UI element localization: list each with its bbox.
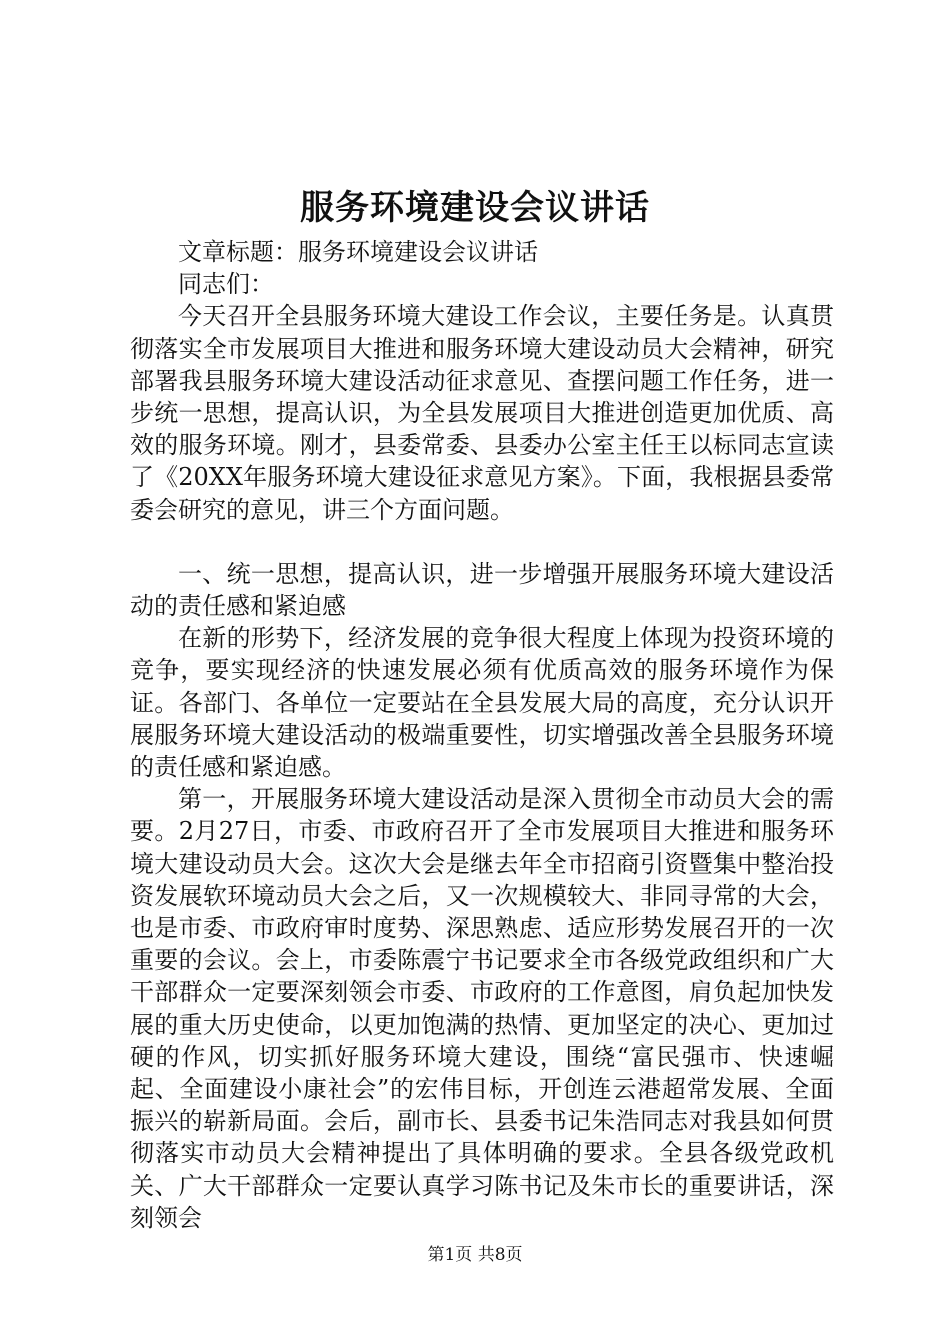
document-body (130, 236, 834, 1234)
section-1-paragraph: 在新的形势下，经济发展的竞争很大程度上体现为投资环境的竞争，要实现经济的快速发展必须有优质高效的服务环境作为保证。各部门、各单位一定要站在全县发展大局的高度，充分认识开展服务环境大建设活动的极端重要性，切实增强改善全县服务环境的责任感和紧迫感。 (130, 624, 834, 782)
page-number: 第1页 共8页 (427, 1245, 523, 1265)
section-heading-1: 一、统一思想，提高认识，进一步增强开展服务环境大建设活动的责任感和紧迫感 (130, 559, 834, 621)
point-1-paragraph: 第一，开展服务环境大建设活动是深入贯彻全市动员大会的需要。2月27日，市委、市政府召开了全市发展项目大推进和服务环境大建设动员大会。这次大会是继去年全市招商引资暨集中整治投资发展软环境动员大会之后，又一次规模较大、非同寻常的大会，也是市委、市政府审时度势、深思熟虑、适应形势发展召开的一次重要的会议。会上，市委陈震宁书记要求全市各级党政组织和广大干部群众一定要深刻领会市委、市政府的工作意图，肩负起加快发展的重大历史使命，以更加饱满的热情、更加坚定的决心、更加过硬的作风，切实抓好服务环境大建设，围绕“富民强市、快速崛起、全面建设小康社会”的宏伟目标，开创连云港超常发展、全面振兴的崭新局面。会后，副市长、县委书记朱浩同志对我县如何贯彻落实市动员大会精神提出了具体明确的要求。全县各级党政机关、广大干部群众一定要认真学习陈书记及朱市长的重要讲话，深刻领会 (130, 785, 834, 1232)
document-title: 服务环境建设会议讲话 (300, 188, 650, 228)
intro-paragraph: 今天召开全县服务环境大建设工作会议，主要任务是。认真贯彻落实全市发展项目大推进和服务环境大建设动员大会精神，研究部署我县服务环境大建设活动征求意见、查摆问题工作任务，进一步统一思想，提高认识，为全县发展项目大推进创造更加优质、高效的服务环境。刚才，县委常委、县委办公室主任王以标同志宣读了《20XX年服务环境大建设征求意见方案》。下面，我根据县委常委会研究的意见，讲三个方面问题。 (130, 302, 834, 524)
article-title-line: 文章标题：服务环境建设会议讲话 (178, 238, 538, 266)
salutation: 同志们： (178, 270, 274, 299)
